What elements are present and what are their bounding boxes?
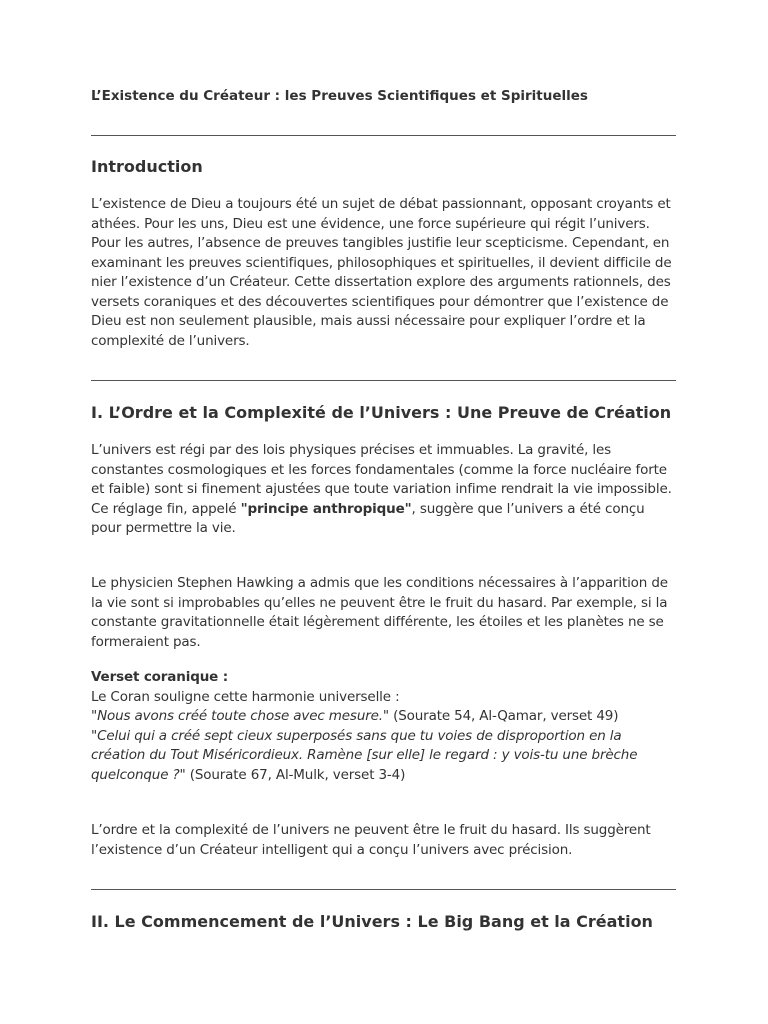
verse-reference-1: " (Sourate 54, Al-Qamar, verset 49) [382,708,619,724]
verse-reference-2: " (Sourate 67, Al-Mulk, verset 3-4) [179,766,406,783]
bold-term: "principe anthropique" [240,500,412,517]
introduction-heading: Introduction [91,157,203,176]
divider [91,380,676,381]
verse-block [91,668,677,785]
quote-mark: " [91,708,98,724]
verse-text-1: Nous avons créé toute chose avec mesure. [97,708,383,724]
verse-quote-2 [91,727,677,786]
paragraph-text: , suggère que l’univers a été conçu pour permettre la vie. [91,500,645,536]
verse-label: Verset coranique : [91,669,228,685]
section-1-heading: I. L’Ordre et la Complexité de l’Univers : Une Preuve de Création [91,403,672,422]
verse-quote-1 [91,707,677,727]
verse-text-2: Celui qui a créé sept cieux superposés sans que tu voies de disproportion en la création du Tout Miséricordieux. Ramène [sur elle] le regard : y vois-tu une brèche quelconque ? [91,727,638,783]
introduction-paragraph: L’existence de Dieu a toujours été un sujet de débat passionnant, opposant croyants et athées. Pour les uns, Dieu est une évidence, une force supérieure qui régit l’univers. Pour les autres, l’absence de preuves tangibles justifie leur scepticisme. Cependant, en examinant les preuves scientifiques, philosophiques et spirituelles, il devient difficile de nier l’existence d’un Créateur. Cette dissertation explore des arguments rationnels, des versets coraniques et des découvertes scientifiques pour démontrer que l’existence de Dieu est non seulement plausible, mais aussi nécessaire pour expliquer l’ordre et la complexité de l’univers. [91,196,672,349]
verse-intro: Le Coran souligne cette harmonie universelle : [91,688,400,705]
quote-mark: " [91,727,98,744]
document-title: L’Existence du Créateur : les Preuves Scientifiques et Spirituelles [91,88,588,104]
divider [91,135,676,136]
paragraph-text: L’univers est régi par des lois physiques précises et immuables. La gravité, les constantes cosmologiques et les forces fondamentales (comme la force nucléaire forte et faible) sont si finement ajustées que toute variation infime rendrait la vie impossible. Ce réglage fin, appelé [91,442,672,517]
section-2-heading: II. Le Commencement de l’Univers : Le Big Bang et la Création [91,912,653,931]
section-1-paragraph-2: Le physicien Stephen Hawking a admis que les conditions nécessaires à l’apparition de la vie sont si improbables qu’elles ne peuvent être le fruit du hasard. Par exemple, si la constante gravitationnelle était légèrement différente, les étoiles et les planètes ne se formeraient pas. [91,575,668,650]
section-1-paragraph-1 [91,441,677,539]
section-1-conclusion: L’ordre et la complexité de l’univers ne peuvent être le fruit du hasard. Ils suggèrent l’existence d’un Créateur intelligent qui a conçu l’univers avec précision. [91,822,651,858]
divider [91,889,676,890]
